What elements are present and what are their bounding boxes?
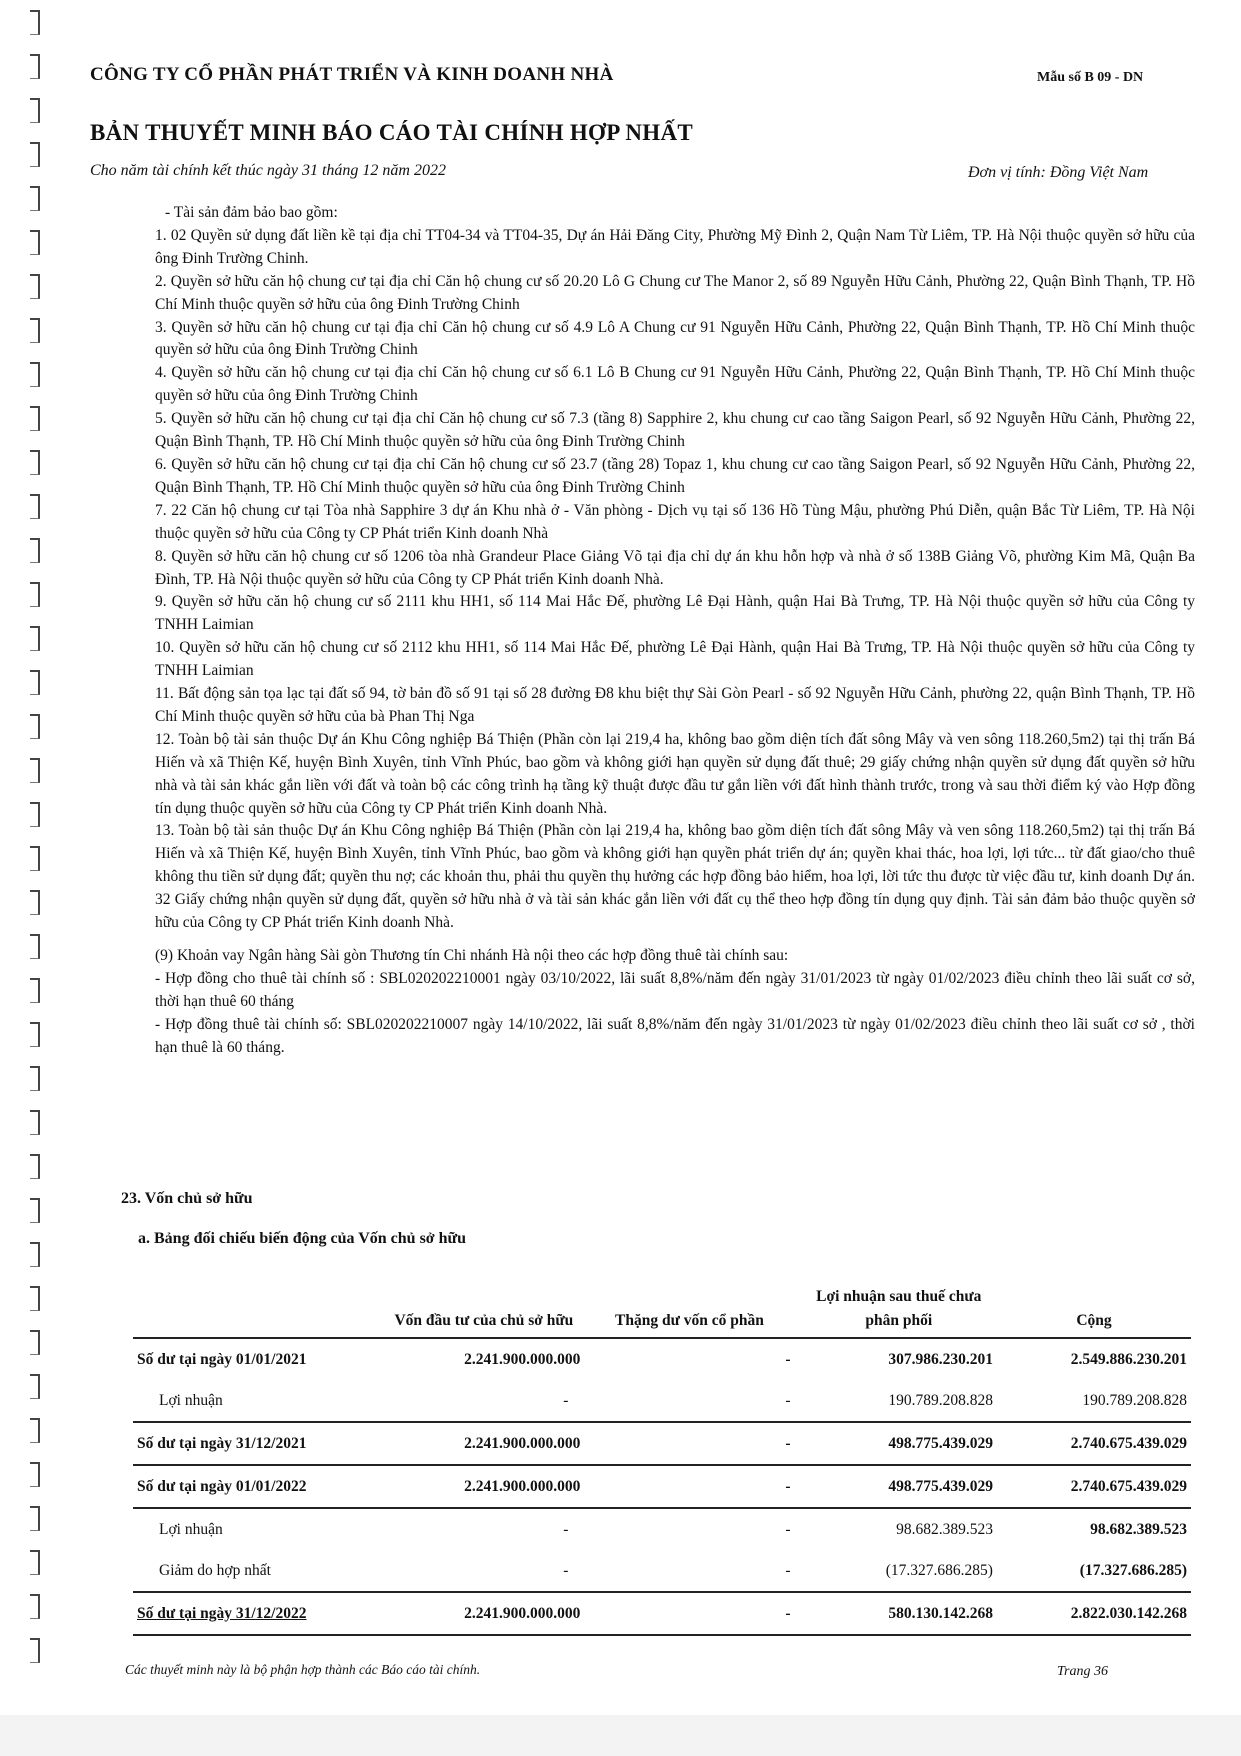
page-number: Trang 36 <box>1057 1664 1108 1679</box>
row-label: Giảm do hợp nhất <box>133 1550 383 1592</box>
scan-edge <box>0 1715 1241 1756</box>
cell-value: 190.789.208.828 <box>801 1380 997 1422</box>
collateral-item: 12. Toàn bộ tài sản thuộc Dự án Khu Công nghiệp Bá Thiện (Phần còn lại 219,4 ha, không bao gồm diện tích đất sông Mây và ven sông 118.260,5m2) tại thị trấn Bá Hiến và xã Thiện Kế, huyện Bình Xuyên, tỉnh Vĩnh Phúc, bao gồm và không giới hạn quyền sử dụng đất thuê; 29 giấy chứng nhận quyền sử dụng đất quyền sở hữu nhà và tài sản khác gắn liền với đất và toàn bộ các công trình hạ tầng kỹ thuật được đầu tư gắn liền với đất hình thành trước, trong và sau thời điểm ký vào Hợp đồng tín dụng thuộc quyền sở hữu của Công ty CP Phát triển Kinh doanh Nhà. <box>155 730 1195 817</box>
section-title: 23. Vốn chủ sở hữu <box>121 1190 253 1207</box>
cell-value: 2.241.900.000.000 <box>383 1465 584 1508</box>
collateral-item: 13. Toàn bộ tài sản thuộc Dự án Khu Công nghiệp Bá Thiện (Phần còn lại 219,4 ha, không bao gồm diện tích đất sông Mây và ven sông 118.260,5m2) tại thị trấn Bá Hiến và xã Thiện Kế, huyện Bình Xuyên, tỉnh Vĩnh Phúc, bao gồm và không giới hạn quyền phát triển dự án; quyền khai thác, hoa lợi, lợi tức... từ đất giao/cho thuê không thu tiền sử dụng đất; quyền thu nợ; các khoản thu, phải thu quyền thụ hưởng các hợp đồng bảo hiểm, hoa lợi, lời tức thu được từ việc đầu tư, kinh doanh Dự án. 32 Giấy chứng nhận quyền sử dụng đất, quyền sở hữu nhà ở và tài sản khác gắn liền với đất cụ thể theo hợp đồng tín dụng quy định. Tài sản đảm bảo thuộc quyền sở hữu của Công ty CP Phát triển Kinh doanh Nhà. <box>155 822 1195 932</box>
collateral-item: 8. Quyền sở hữu căn hộ chung cư số 1206 tòa nhà Grandeur Place Giảng Võ tại địa chỉ dự án khu hỗn hợp và nhà ở số 138B Giảng Võ, phường Kim Mã, Quận Ba Đình, TP. Hà Nội thuộc quyền sở hữu của Công ty CP Phát triển Kinh doanh Nhà. <box>155 547 1195 588</box>
collateral-item: 6. Quyền sở hữu căn hộ chung cư tại địa chỉ Căn hộ chung cư số 23.7 (tầng 28) Topaz 1, khu chung cư cao tầng Saigon Pearl, số 92 Nguyễn Hữu Cảnh, Phường 22, Quận Bình Thạnh, TP. Hồ Chí Minh thuộc quyền sở hữu của ông Đinh Trường Chinh <box>155 455 1195 496</box>
cell-value: 2.241.900.000.000 <box>383 1592 584 1635</box>
collateral-item: 5. Quyền sở hữu căn hộ chung cư tại địa chỉ Căn hộ chung cư số 7.3 (tầng 8) Sapphire 2, khu chung cư cao tầng Saigon Pearl, số 92 Nguyễn Hữu Cảnh, Phường 22, Quận Bình Thạnh, TP. Hồ Chí Minh thuộc quyền sở hữu của ông Đinh Trường Chinh <box>155 410 1195 451</box>
table-row <box>133 1592 1191 1635</box>
currency-unit: Đơn vị tính: Đồng Việt Nam <box>968 164 1149 181</box>
footer-note: Các thuyết minh này là bộ phận hợp thành các Báo cáo tài chính. <box>125 1662 481 1677</box>
header-cell: Cộng <box>997 1285 1191 1338</box>
cell-value: 2.549.886.230.201 <box>1070 1350 1187 1368</box>
cell-value: - <box>383 1380 584 1422</box>
row-label: Lợi nhuận <box>159 1520 223 1538</box>
company-name: CÔNG TY CỔ PHẦN PHÁT TRIỂN VÀ KINH DOANH NHÀ <box>90 64 614 85</box>
binder-holes <box>30 10 44 1710</box>
cell-value: - <box>785 1520 791 1538</box>
cell-value: 2.740.675.439.029 <box>997 1465 1191 1508</box>
header-cell <box>133 1285 383 1338</box>
row-label: Số dư tại ngày 01/01/2022 <box>133 1465 383 1508</box>
table-row <box>133 1465 1191 1508</box>
collateral-item: 11. Bất động sản tọa lạc tại đất số 94, tờ bản đồ số 91 tại số 28 đường Đ8 khu biệt thự Sài Gòn Pearl - số 92 Nguyễn Hữu Cảnh, phường 22, quận Bình Thạnh, TP. Hồ Chí Minh thuộc quyền sở hữu của bà Phan Thị Nga <box>155 685 1195 725</box>
collateral-item: 3. Quyền sở hữu căn hộ chung cư tại địa chỉ Căn hộ chung cư số 4.9 Lô A Chung cư 91 Nguyễn Hữu Cảnh, Phường 22, Quận Bình Thạnh, TP. Hồ Chí Minh thuộc quyền sở hữu của ông Đinh Trường Chinh <box>155 318 1195 359</box>
cell-value: - <box>383 1550 584 1592</box>
collateral-intro: - Tài sản đảm bảo bao gồm: <box>165 204 338 221</box>
table-row <box>133 1380 1191 1422</box>
table-row <box>133 1338 1191 1380</box>
row-label: Lợi nhuận <box>133 1380 383 1422</box>
header-cell: Thặng dư vốn cổ phần <box>584 1285 800 1338</box>
row-label: Số dư tại ngày 31/12/2021 <box>133 1422 383 1465</box>
cell-value: (17.327.686.285) <box>801 1550 997 1592</box>
collateral-item: 4. Quyền sở hữu căn hộ chung cư tại địa chỉ Căn hộ chung cư số 6.1 Lô B Chung cư 91 Nguyễn Hữu Cảnh, Phường 22, Quận Bình Thạnh, TP. Hồ Chí Minh thuộc quyền sở hữu của ông Đinh Trường Chinh <box>155 364 1195 405</box>
table-row <box>133 1422 1191 1465</box>
cell-value: 498.775.439.029 <box>801 1422 997 1465</box>
row-label: Số dư tại ngày 01/01/2021 <box>137 1350 307 1368</box>
cell-value: (17.327.686.285) <box>997 1550 1191 1592</box>
collateral-item: 10. Quyền sở hữu căn hộ chung cư số 2112 khu HH1, số 114 Mai Hắc Đế, phường Lê Đại Hành, quận Hai Bà Trưng, TP. Hà Nội thuộc quyền sở hữu của Công ty TNHH Laimian <box>155 639 1195 680</box>
header-cell: Lợi nhuận sau thuế chưa phân phối <box>801 1285 997 1338</box>
cell-value: 2.241.900.000.000 <box>383 1422 584 1465</box>
section-subtitle: a. Bảng đối chiếu biến động của Vốn chủ sở hữu <box>138 1230 467 1247</box>
loan-contract: - Hợp đồng cho thuê tài chính số : SBL020202210001 ngày 03/10/2022, lãi suất 8,8%/năm đến ngày 31/01/2023 từ ngày 01/02/2023 điều chỉnh theo lãi suất cơ sở, thời hạn thuê 60 tháng <box>155 969 1195 1010</box>
form-code: Mẫu số B 09 - DN <box>1037 70 1144 85</box>
cell-value: 98.682.389.523 <box>896 1520 993 1538</box>
cell-value: 498.775.439.029 <box>801 1465 997 1508</box>
cell-value: - <box>584 1465 800 1508</box>
cell-value: - <box>584 1592 800 1635</box>
header-cell: Vốn đầu tư của chủ sở hữu <box>383 1285 584 1338</box>
row-label: Số dư tại ngày 31/12/2022 <box>133 1592 383 1635</box>
document-title: BẢN THUYẾT MINH BÁO CÁO TÀI CHÍNH HỢP NHẤT <box>90 120 694 145</box>
collateral-item: 9. Quyền sở hữu căn hộ chung cư số 2111 khu HH1, số 114 Mai Hắc Đế, phường Lê Đại Hành, quận Hai Bà Trưng, TP. Hà Nội thuộc quyền sở hữu của Công ty TNHH Laimian <box>155 593 1195 634</box>
table-row <box>133 1550 1191 1592</box>
cell-value: - <box>584 1550 800 1592</box>
cell-value: 2.822.030.142.268 <box>997 1592 1191 1635</box>
table-header-row <box>133 1285 1191 1338</box>
loan-intro: (9) Khoản vay Ngân hàng Sài gòn Thương tín Chi nhánh Hà nội theo các hợp đồng thuê tài chính sau: <box>155 947 789 964</box>
cell-value: 2.740.675.439.029 <box>997 1422 1191 1465</box>
cell-value: - <box>584 1380 800 1422</box>
equity-reconciliation-table <box>133 1285 1191 1636</box>
collateral-item: 2. Quyền sở hữu căn hộ chung cư tại địa chỉ Căn hộ chung cư số 20.20 Lô G Chung cư The Manor 2, số 89 Nguyễn Hữu Cảnh, Phường 22, Quận Bình Thạnh, TP. Hồ Chí Minh thuộc quyền sở hữu của ông Đinh Trường Chinh <box>155 272 1195 313</box>
cell-value: 307.986.230.201 <box>888 1350 993 1368</box>
cell-value: 98.682.389.523 <box>1090 1520 1187 1538</box>
cell-value: - <box>584 1422 800 1465</box>
table-row <box>133 1508 1191 1550</box>
cell-value: - <box>563 1520 569 1538</box>
notes-body <box>155 202 1195 1060</box>
collateral-item: 1. 02 Quyền sử dụng đất liền kề tại địa chỉ TT04-34 và TT04-35, Dự án Hải Đăng City, Phường Mỹ Đình 2, Quận Nam Từ Liêm, TP. Hà Nội thuộc quyền sở hữu của ông Đinh Trường Chinh. <box>155 226 1195 267</box>
loan-contract: - Hợp đồng thuê tài chính số: SBL020202210007 ngày 14/10/2022, lãi suất 8,8%/năm đến ngày 31/01/2023 từ ngày 01/02/2023 điều chỉnh theo lãi suất cơ sở , thời hạn thuê là 60 tháng. <box>155 1015 1195 1056</box>
reporting-period: Cho năm tài chính kết thúc ngày 31 tháng 12 năm 2022 <box>90 162 446 179</box>
cell-value: 580.130.142.268 <box>801 1592 997 1635</box>
cell-value: 190.789.208.828 <box>997 1380 1191 1422</box>
cell-value: - <box>785 1350 791 1368</box>
collateral-item: 7. 22 Căn hộ chung cư tại Tòa nhà Sapphire 3 dự án Khu nhà ở - Văn phòng - Dịch vụ tại số 136 Hồ Tùng Mậu, phường Phú Diễn, quận Bắc Từ Liêm, TP. Hà Nội thuộc quyền sở hữu của Công ty CP Phát triển Kinh doanh Nhà <box>155 501 1195 542</box>
cell-value: 2.241.900.000.000 <box>464 1350 581 1368</box>
